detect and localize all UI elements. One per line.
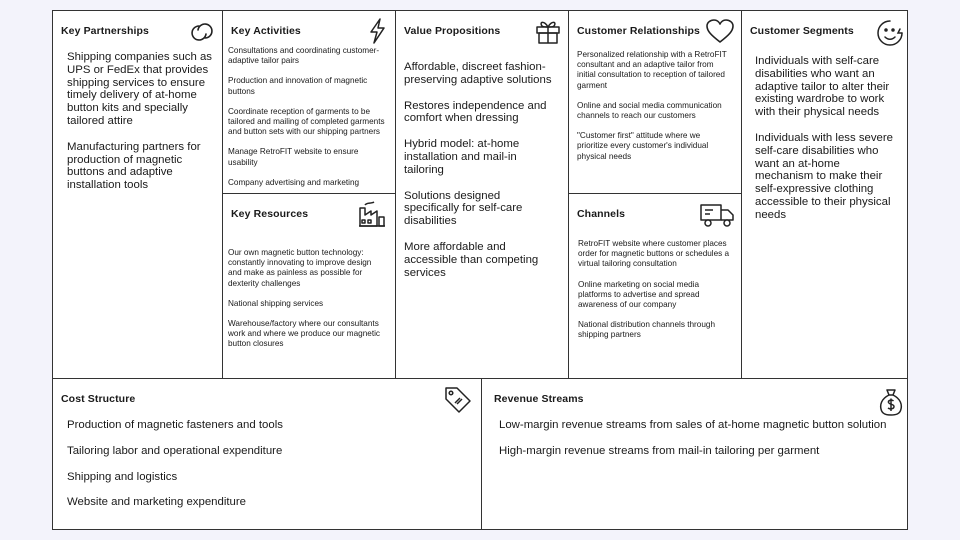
value-propositions-item: Restores independence and comfort when dressing [404, 99, 547, 125]
key-resources-title: Key Resources [231, 208, 309, 220]
key-resources-item: National shipping services [228, 298, 324, 308]
key-resources-item: Warehouse/factory where our consultants work and where we produce our magnetic button closures [228, 319, 381, 349]
cost-structure-item: Production of magnetic fasteners and tools [67, 419, 283, 431]
value-propositions-title: Value Propositions [404, 25, 501, 37]
factory-icon [357, 200, 387, 228]
value-propositions-item: Solutions designed specifically for self-care disabilities [404, 189, 523, 228]
truck-icon [699, 202, 735, 228]
key-activities-item: Manage RetroFIT website to ensure usability [228, 147, 359, 167]
key-partnerships-item: Manufacturing partners for production of magnetic buttons and adaptive installation tools [67, 140, 201, 192]
value-propositions-item: More affordable and accessible than competing services [404, 240, 539, 279]
key-activities-item: Coordinate reception of garments to be tailored and mailing of completed garments and button sets with our shipping partners [228, 106, 385, 137]
channels-item: Online marketing on social media platforms to advertise and spread awareness of our company [578, 279, 700, 310]
key-activities-cell [223, 11, 396, 194]
revenue-streams-cell [482, 379, 907, 529]
value-propositions-cell [396, 11, 569, 379]
key-activities-item: Consultations and coordinating customer-adaptive tailor pairs [228, 46, 380, 66]
channels-item: National distribution channels through shipping partners [578, 320, 716, 340]
customer-relationships-cell [569, 11, 742, 194]
business-model-canvas [52, 10, 908, 530]
customer-relationships-item: Online and social media communication channels to reach our customers [577, 100, 722, 121]
revenue-streams-item: Low-margin revenue streams from sales of at-home magnetic button solution [499, 419, 887, 431]
smiley-face-icon [876, 19, 904, 47]
cost-structure-item: Tailoring labor and operational expenditure [67, 444, 283, 457]
key-resources-item: Our own magnetic button technology: constantly innovating to improve design and make as painless as possible for dexterity challenges [228, 248, 372, 288]
revenue-streams-title: Revenue Streams [494, 393, 584, 405]
heart-icon [705, 19, 735, 45]
cost-structure-item: Shipping and logistics [67, 470, 178, 483]
customer-segments-cell [742, 11, 907, 379]
lightning-icon [367, 17, 387, 45]
value-propositions-item: Affordable, discreet fashion-preserving adaptive solutions [404, 61, 552, 86]
key-activities-item: Company advertising and marketing [228, 177, 360, 187]
gift-icon [534, 17, 562, 45]
key-activities-title: Key Activities [231, 25, 301, 37]
customer-relationships-item: Personalized relationship with a RetroFIT consultant and an adaptive tailor from initial consultation to reception of tailored garment [577, 50, 727, 90]
cost-structure-cell [53, 379, 482, 529]
cost-structure-title: Cost Structure [61, 393, 136, 405]
key-activities-item: Production and innovation of magnetic buttons [228, 76, 368, 96]
customer-segments-item: Individuals with less severe self-care disabilities who want an at-home mechanism to make their self-expressive clothing accessible to their physical needs [755, 131, 894, 221]
key-partnerships-title: Key Partnerships [61, 25, 149, 37]
money-bag-icon [878, 387, 904, 417]
customer-relationships-title: Customer Relationships [577, 25, 700, 37]
price-tag-icon [443, 385, 473, 415]
customer-segments-title: Customer Segments [750, 25, 854, 37]
key-partnerships-item: Shipping companies such as UPS or FedEx that provides shipping services to ensure timely delivery of at-home button kits and specially tailored attire [67, 51, 213, 127]
cost-structure-item: Website and marketing expenditure [67, 496, 246, 509]
channels-item: RetroFIT website where customer places order for magnetic buttons or schedules a virtual tailoring consultation [578, 239, 730, 269]
customer-segments-item: Individuals with self-care disabilities who want an adaptive tailor to alter their existing wardrobe to work with their physical needs [755, 55, 890, 119]
value-propositions-item: Hybrid model: at-home installation and mail-in tailoring [404, 138, 520, 176]
channels-cell [569, 194, 742, 379]
key-resources-cell [223, 194, 396, 379]
customer-relationships-item: "Customer first" attitude where we prioritize every customer's individual physical needs [577, 131, 709, 161]
revenue-streams-item: High-margin revenue streams from mail-in tailoring per garment [499, 444, 820, 457]
link-icon [187, 17, 217, 47]
key-partnerships-cell [53, 11, 223, 379]
channels-title: Channels [577, 208, 626, 220]
